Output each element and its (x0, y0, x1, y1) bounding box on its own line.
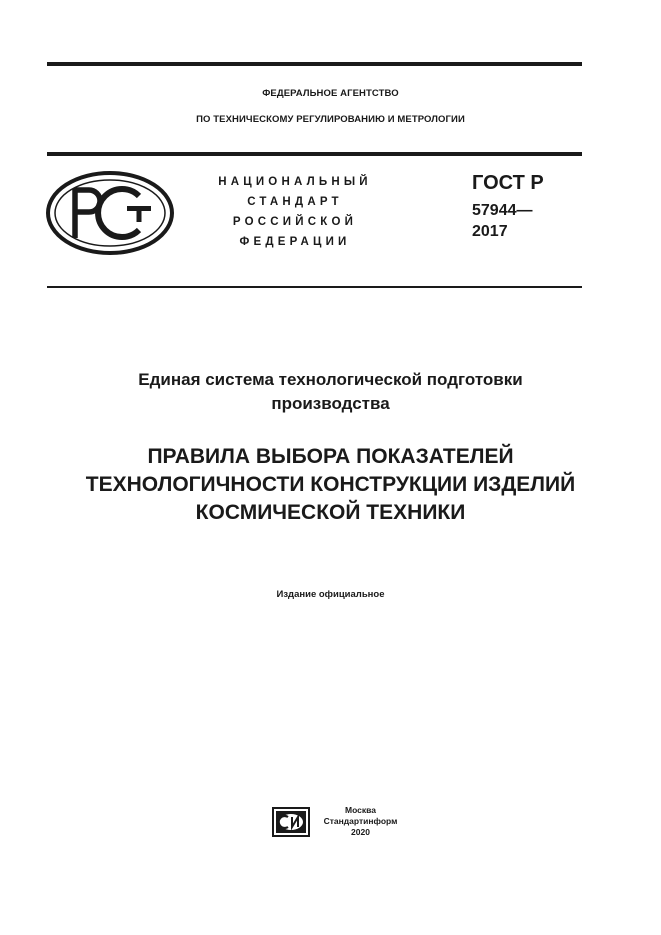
top-rule (47, 62, 582, 66)
national-standard-line: СТАНДАРТ (247, 196, 343, 208)
publisher-year: 2020 (351, 827, 370, 837)
subtitle-line: Единая система технологической подготовки (138, 370, 523, 389)
bottom-rule (47, 286, 582, 288)
national-standard-line: ФЕДЕРАЦИИ (239, 236, 351, 248)
agency-name-line1: ФЕДЕРАЛЬНОЕ АГЕНТСТВО (262, 88, 399, 99)
standard-code-number: 57944— (472, 202, 533, 219)
rst-certification-mark-icon (45, 170, 175, 256)
publisher-name: Стандартинформ (323, 816, 398, 826)
standard-code-year: 2017 (472, 223, 508, 240)
middle-rule (47, 152, 582, 156)
standartinform-logo-icon (272, 807, 310, 837)
standard-code-prefix: ГОСТ Р (472, 172, 544, 194)
title-line: ПРАВИЛА ВЫБОРА ПОКАЗАТЕЛЕЙ (147, 445, 514, 468)
national-standard-line: РОССИЙСКОЙ (232, 216, 358, 228)
national-standard-line: НАЦИОНАЛЬНЫЙ (218, 176, 372, 188)
standard-code (472, 170, 544, 242)
national-standard-label (190, 172, 400, 252)
title-line: КОСМИЧЕСКОЙ ТЕХНИКИ (195, 501, 466, 524)
publisher-city: Москва (345, 805, 376, 815)
edition-label: Издание официальное (276, 589, 385, 600)
subtitle-line: производства (271, 394, 390, 413)
title-line: ТЕХНОЛОГИЧНОСТИ КОНСТРУКЦИИ ИЗДЕЛИЙ (85, 473, 576, 496)
document-subtitle (0, 368, 661, 416)
document-title (0, 443, 661, 527)
publisher-info (318, 805, 403, 838)
agency-name-line2: ПО ТЕХНИЧЕСКОМУ РЕГУЛИРОВАНИЮ И МЕТРОЛОГИИ (196, 114, 465, 125)
